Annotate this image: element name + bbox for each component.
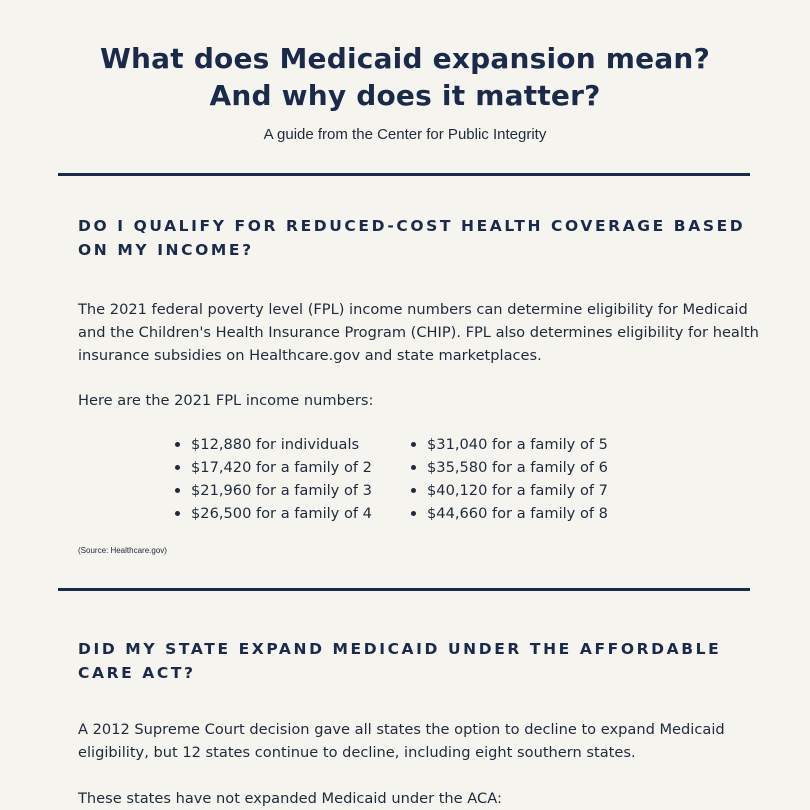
list-item: $21,960 for a family of 3 [173,479,372,502]
page-title-line-1: What does Medicaid expansion mean? [99,42,711,75]
page-subtitle: A guide from the Center for Public Integrity [263,126,547,143]
list-item: $12,880 for individuals [173,433,372,456]
list-item: $17,420 for a family of 2 [173,456,372,479]
section2-heading: DID MY STATE EXPAND MEDICAID UNDER THE AFFORDABLE CARE ACT? [78,640,722,682]
fpl-list-right [409,433,608,525]
page-title-line-2: And why does it matter? [209,79,601,112]
page-title [0,40,810,114]
section1-paragraph: The 2021 federal poverty level (FPL) income numbers can determine eligibility for Medicaid and the Children's Health Insurance Program (CHIP). FPL also determines eligibility for health insurance subsidies on Healthcare.gov and state marketplaces. [78,301,759,364]
section2-paragraph: A 2012 Supreme Court decision gave all states the option to decline to expand Medicaid eligibility, but 12 states continue to decline, including eight southern states. [78,721,725,761]
source-note: (Source: Healthcare.gov) [78,546,167,555]
list-item: $31,040 for a family of 5 [409,433,608,456]
section-divider-middle [58,588,750,591]
fpl-list-left [173,433,372,525]
section1-heading: DO I QUALIFY FOR REDUCED-COST HEALTH COVERAGE BASED ON MY INCOME? [78,217,746,259]
section-divider-top [58,173,750,176]
list-item: $26,500 for a family of 4 [173,502,372,525]
list-item: $40,120 for a family of 7 [409,479,608,502]
section2-intro: These states have not expanded Medicaid under the ACA: [78,790,502,807]
list-item: $35,580 for a family of 6 [409,456,608,479]
list-item: $44,660 for a family of 8 [409,502,608,525]
section1-intro: Here are the 2021 FPL income numbers: [78,392,374,409]
